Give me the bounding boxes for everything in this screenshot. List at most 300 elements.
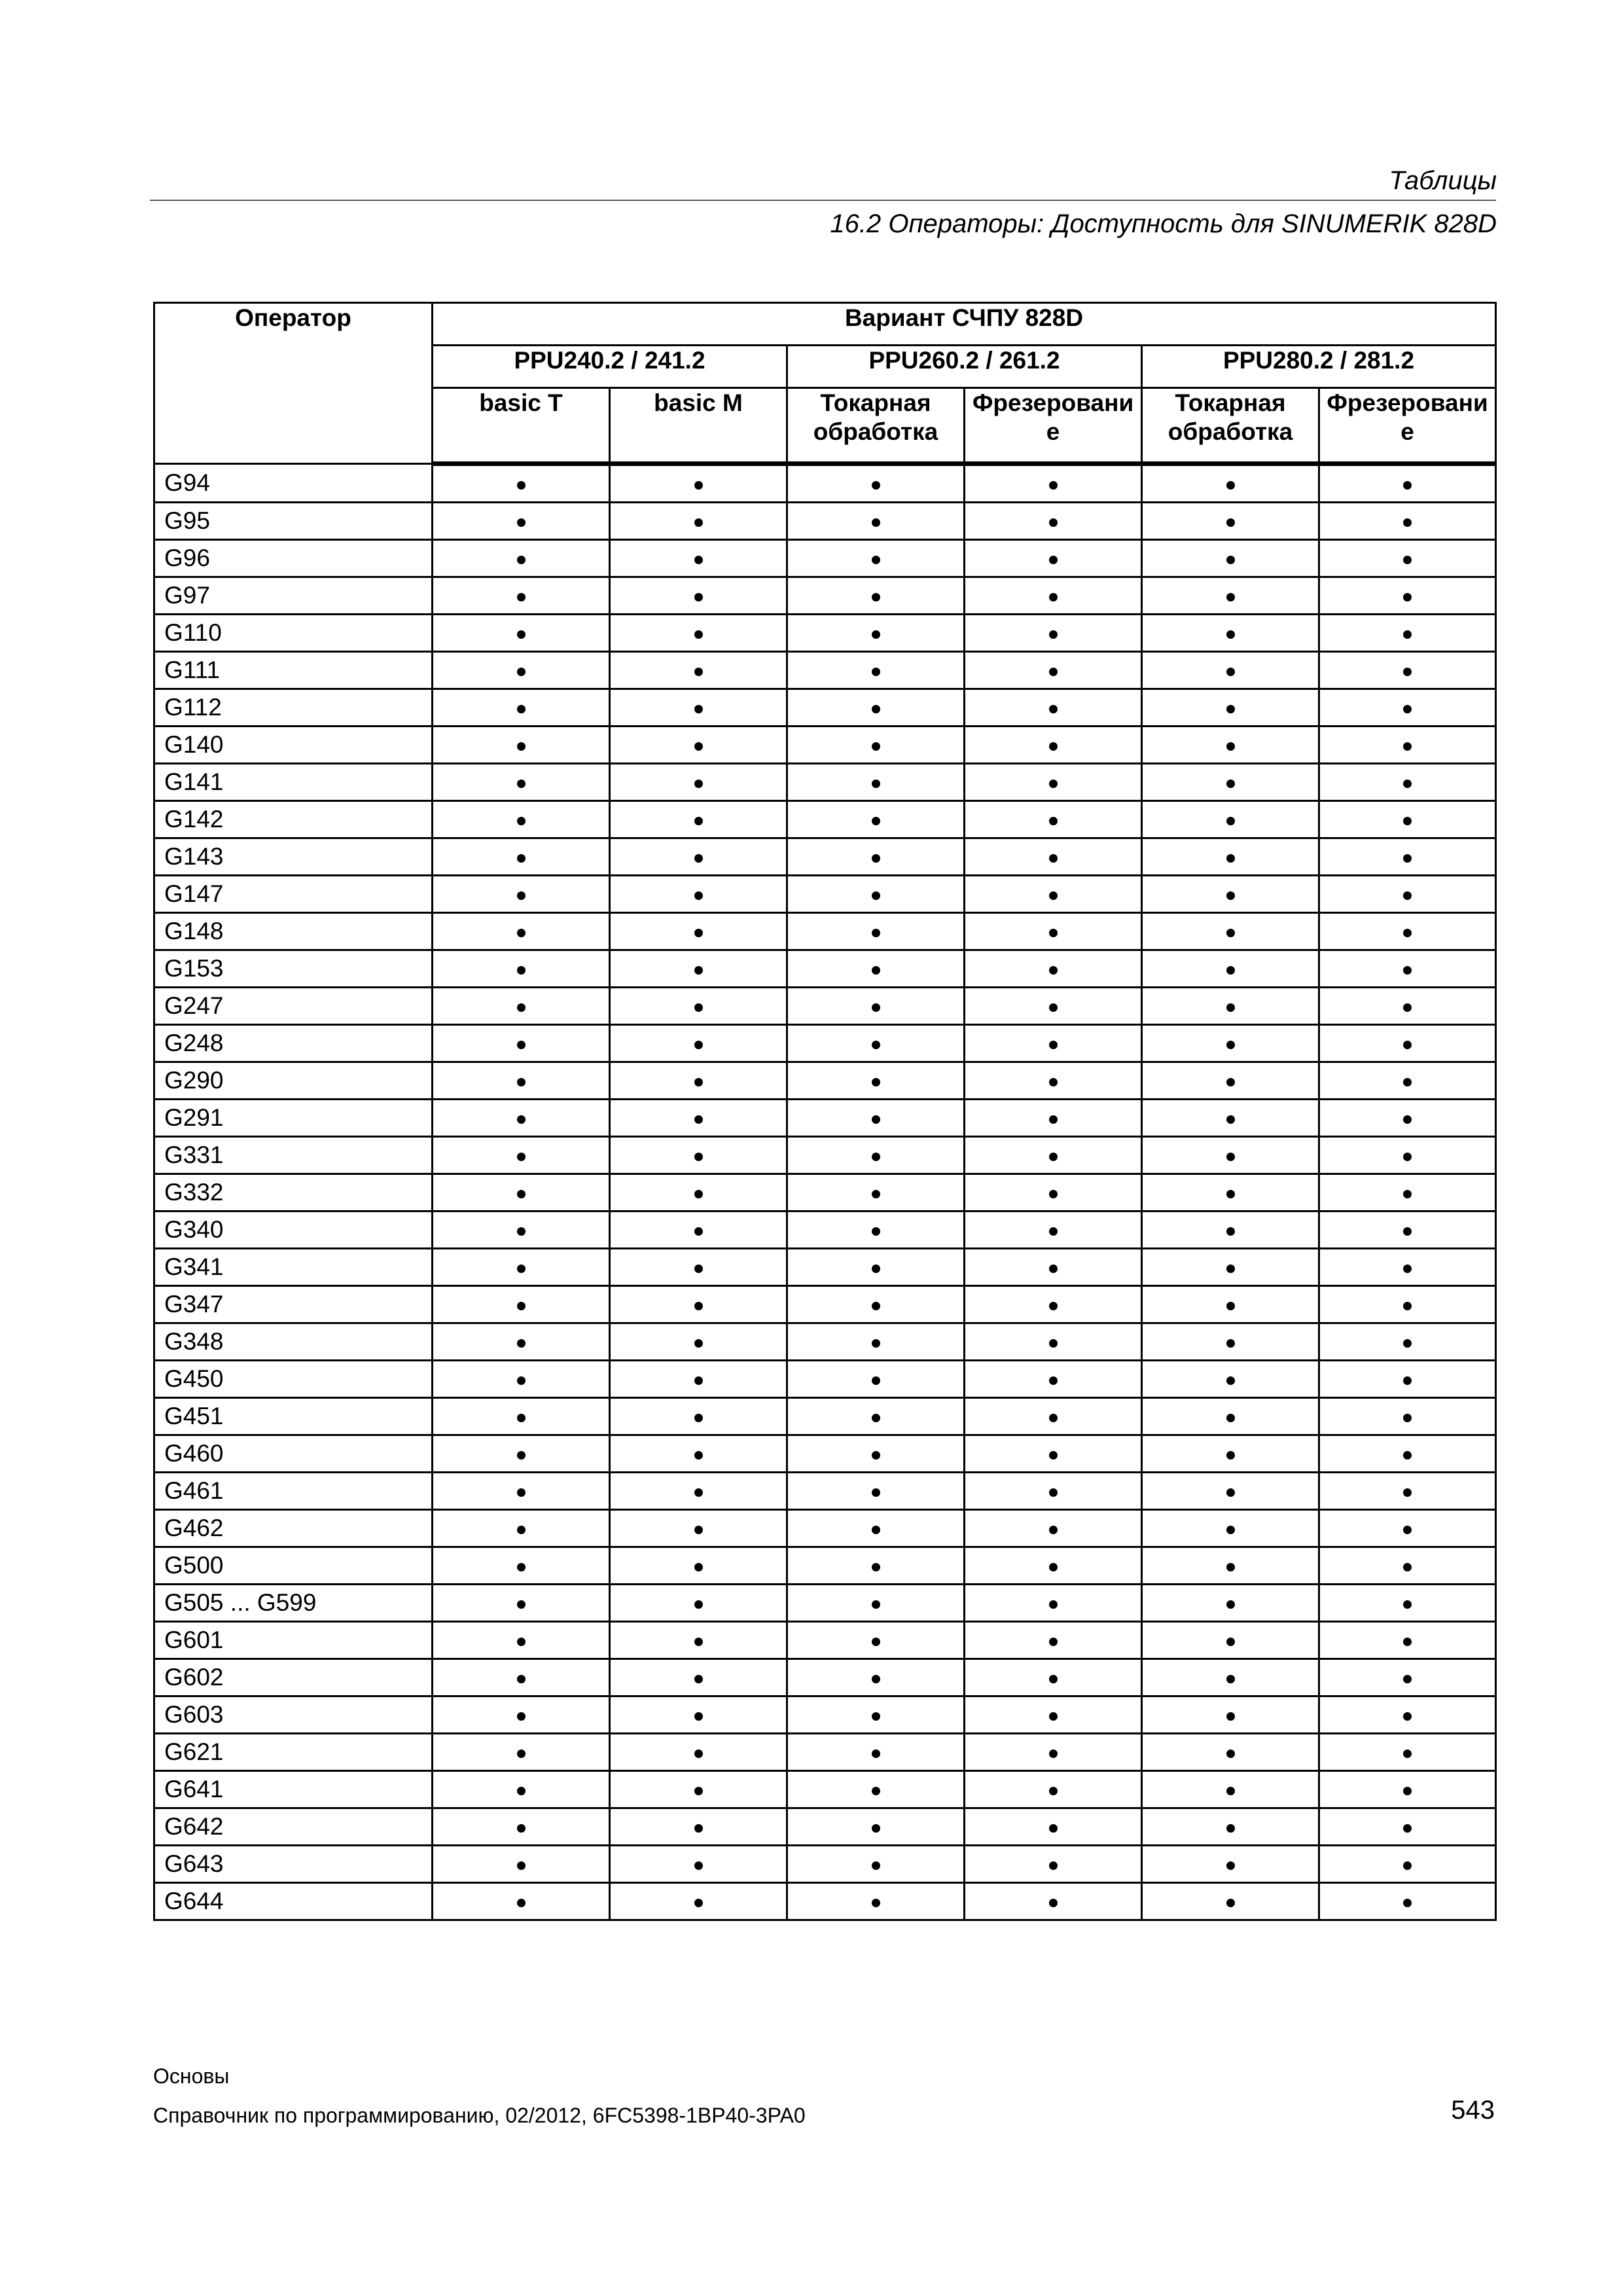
- availability-cell: [1319, 913, 1496, 950]
- availability-cell: [1319, 689, 1496, 726]
- availability-dot-icon: [872, 1899, 880, 1907]
- availability-dot-icon: [1226, 1153, 1235, 1161]
- availability-cell: [1142, 1286, 1319, 1323]
- availability-cell: [433, 615, 610, 652]
- availability-cell: [1319, 1846, 1496, 1883]
- availability-dot-icon: [1049, 1824, 1058, 1833]
- table-row: [154, 1734, 1496, 1771]
- availability-dot-icon: [1049, 891, 1058, 900]
- availability-cell: [1319, 1585, 1496, 1622]
- availability-dot-icon: [1226, 1227, 1235, 1236]
- availability-dot-icon: [1403, 1153, 1412, 1161]
- availability-dot-icon: [694, 1712, 703, 1721]
- availability-cell: [1319, 577, 1496, 615]
- availability-cell: [965, 615, 1142, 652]
- availability-dot-icon: [872, 1078, 880, 1086]
- availability-dot-icon: [694, 1227, 703, 1236]
- availability-cell: [787, 503, 965, 540]
- availability-dot-icon: [872, 1376, 880, 1385]
- availability-dot-icon: [1226, 1675, 1235, 1683]
- availability-cell: [787, 1398, 965, 1435]
- table-row: [154, 1510, 1496, 1547]
- availability-cell: [1142, 1846, 1319, 1883]
- availability-dot-icon: [872, 593, 880, 601]
- availability-dot-icon: [1226, 854, 1235, 863]
- availability-dot-icon: [517, 1712, 526, 1721]
- availability-dot-icon: [1403, 1749, 1412, 1758]
- availability-cell: [433, 1286, 610, 1323]
- operator-cell: G112: [154, 689, 433, 726]
- operator-cell: G148: [154, 913, 433, 950]
- availability-dot-icon: [1049, 1003, 1058, 1012]
- table-row: [154, 1622, 1496, 1659]
- availability-cell: [1142, 1883, 1319, 1920]
- availability-dot-icon: [1226, 1861, 1235, 1870]
- availability-cell: [433, 1846, 610, 1883]
- availability-dot-icon: [1049, 630, 1058, 639]
- availability-cell: [1319, 1211, 1496, 1249]
- availability-cell: [433, 577, 610, 615]
- availability-dot-icon: [517, 705, 526, 713]
- table-row: [154, 1249, 1496, 1286]
- operator-cell: G143: [154, 838, 433, 876]
- availability-cell: [787, 1361, 965, 1398]
- operator-cell: G291: [154, 1100, 433, 1137]
- table-row: [154, 1846, 1496, 1883]
- availability-cell: [787, 1062, 965, 1100]
- availability-dot-icon: [517, 1302, 526, 1310]
- availability-cell: [610, 689, 787, 726]
- availability-cell: [610, 1137, 787, 1174]
- availability-dot-icon: [517, 817, 526, 825]
- operator-cell: G347: [154, 1286, 433, 1323]
- availability-dot-icon: [517, 1115, 526, 1124]
- availability-dot-icon: [1403, 780, 1412, 788]
- availability-cell: [433, 1062, 610, 1100]
- availability-dot-icon: [1049, 1265, 1058, 1273]
- availability-dot-icon: [1403, 1861, 1412, 1870]
- availability-cell: [610, 503, 787, 540]
- availability-cell: [1319, 1622, 1496, 1659]
- availability-cell: [1142, 503, 1319, 540]
- availability-dot-icon: [1226, 1712, 1235, 1721]
- table-row: [154, 652, 1496, 689]
- availability-cell: [1319, 464, 1496, 503]
- availability-cell: [610, 1883, 787, 1920]
- availability-cell: [787, 950, 965, 988]
- availability-cell: [965, 1585, 1142, 1622]
- availability-cell: [787, 689, 965, 726]
- table-row: [154, 1585, 1496, 1622]
- availability-dot-icon: [694, 929, 703, 937]
- availability-dot-icon: [1049, 929, 1058, 937]
- availability-dot-icon: [1403, 1078, 1412, 1086]
- table-row: [154, 577, 1496, 615]
- column-group-ppu280: PPU280.2 / 281.2: [1142, 346, 1496, 388]
- availability-dot-icon: [517, 1563, 526, 1571]
- availability-dot-icon: [1226, 630, 1235, 639]
- availability-dot-icon: [517, 1339, 526, 1348]
- availability-cell: [433, 838, 610, 876]
- table-row: [154, 1435, 1496, 1473]
- availability-cell: [965, 913, 1142, 950]
- availability-dot-icon: [694, 1749, 703, 1758]
- table-row: [154, 1808, 1496, 1846]
- availability-cell: [787, 1174, 965, 1211]
- table-row: [154, 1137, 1496, 1174]
- availability-dot-icon: [694, 1302, 703, 1310]
- availability-cell: [1142, 1510, 1319, 1547]
- availability-cell: [965, 1734, 1142, 1771]
- operator-cell: G460: [154, 1435, 433, 1473]
- availability-cell: [1142, 726, 1319, 764]
- availability-cell: [787, 1883, 965, 1920]
- availability-dot-icon: [517, 780, 526, 788]
- availability-dot-icon: [872, 1712, 880, 1721]
- table-row: [154, 1025, 1496, 1062]
- availability-cell: [433, 1659, 610, 1696]
- availability-dot-icon: [517, 1041, 526, 1049]
- availability-dot-icon: [1403, 1414, 1412, 1422]
- availability-cell: [610, 988, 787, 1025]
- running-header-chapter: Таблицы: [1389, 166, 1497, 195]
- availability-cell: [1142, 1622, 1319, 1659]
- availability-dot-icon: [517, 929, 526, 937]
- table-row: [154, 1398, 1496, 1435]
- availability-dot-icon: [1049, 1526, 1058, 1534]
- availability-cell: [965, 1211, 1142, 1249]
- availability-cell: [1142, 540, 1319, 577]
- availability-cell: [433, 876, 610, 913]
- availability-dot-icon: [1403, 1787, 1412, 1795]
- operator-availability-table: [153, 302, 1497, 1921]
- availability-dot-icon: [872, 929, 880, 937]
- running-header-section: 16.2 Операторы: Доступность для SINUMERIK 828D: [830, 209, 1497, 238]
- availability-cell: [965, 1473, 1142, 1510]
- availability-dot-icon: [1403, 593, 1412, 601]
- availability-cell: [965, 1883, 1142, 1920]
- availability-dot-icon: [1049, 705, 1058, 713]
- availability-cell: [787, 1211, 965, 1249]
- availability-cell: [787, 652, 965, 689]
- table-row: [154, 1286, 1496, 1323]
- availability-cell: [1319, 988, 1496, 1025]
- availability-cell: [1142, 1734, 1319, 1771]
- availability-cell: [433, 801, 610, 838]
- availability-dot-icon: [694, 1526, 703, 1534]
- availability-dot-icon: [694, 1899, 703, 1907]
- availability-dot-icon: [1403, 1003, 1412, 1012]
- availability-cell: [610, 1659, 787, 1696]
- availability-dot-icon: [694, 1190, 703, 1198]
- table-row: [154, 913, 1496, 950]
- table-row: [154, 1473, 1496, 1510]
- availability-cell: [1319, 1062, 1496, 1100]
- availability-dot-icon: [694, 481, 703, 490]
- availability-dot-icon: [1226, 780, 1235, 788]
- availability-dot-icon: [1403, 705, 1412, 713]
- availability-cell: [610, 577, 787, 615]
- column-header-mode: Фрезеровани е: [1319, 388, 1496, 464]
- availability-dot-icon: [1049, 1600, 1058, 1609]
- availability-cell: [965, 1696, 1142, 1734]
- operator-cell: G602: [154, 1659, 433, 1696]
- availability-dot-icon: [517, 966, 526, 975]
- table-row: [154, 503, 1496, 540]
- operator-cell: G451: [154, 1398, 433, 1435]
- availability-cell: [610, 1473, 787, 1510]
- table-row: [154, 950, 1496, 988]
- availability-cell: [1319, 838, 1496, 876]
- availability-dot-icon: [872, 518, 880, 527]
- availability-cell: [787, 1323, 965, 1361]
- availability-dot-icon: [694, 1600, 703, 1609]
- availability-dot-icon: [1226, 668, 1235, 676]
- availability-dot-icon: [517, 1899, 526, 1907]
- availability-dot-icon: [872, 1861, 880, 1870]
- availability-dot-icon: [1226, 1899, 1235, 1907]
- availability-dot-icon: [872, 1115, 880, 1124]
- availability-cell: [1142, 801, 1319, 838]
- availability-cell: [433, 1137, 610, 1174]
- availability-cell: [787, 540, 965, 577]
- footer-book-title: Основы: [153, 2064, 230, 2088]
- availability-cell: [1142, 1100, 1319, 1137]
- availability-cell: [1142, 1659, 1319, 1696]
- availability-cell: [610, 1323, 787, 1361]
- availability-dot-icon: [1403, 668, 1412, 676]
- availability-dot-icon: [517, 1861, 526, 1870]
- availability-dot-icon: [517, 1526, 526, 1534]
- availability-dot-icon: [517, 556, 526, 564]
- availability-cell: [965, 577, 1142, 615]
- table-row: [154, 1361, 1496, 1398]
- availability-cell: [610, 1025, 787, 1062]
- operator-cell: G142: [154, 801, 433, 838]
- availability-dot-icon: [1049, 518, 1058, 527]
- availability-cell: [433, 1696, 610, 1734]
- availability-dot-icon: [694, 1451, 703, 1460]
- operator-cell: G462: [154, 1510, 433, 1547]
- availability-cell: [787, 1137, 965, 1174]
- availability-dot-icon: [872, 1003, 880, 1012]
- operator-cell: G505 ... G599: [154, 1585, 433, 1622]
- availability-dot-icon: [1403, 854, 1412, 863]
- availability-cell: [433, 1211, 610, 1249]
- availability-cell: [965, 838, 1142, 876]
- availability-cell: [610, 540, 787, 577]
- availability-cell: [1142, 1211, 1319, 1249]
- operator-cell: G94: [154, 464, 433, 503]
- availability-cell: [1142, 876, 1319, 913]
- table-row: [154, 1323, 1496, 1361]
- table-row: [154, 689, 1496, 726]
- availability-cell: [1142, 913, 1319, 950]
- availability-cell: [1319, 726, 1496, 764]
- availability-dot-icon: [694, 630, 703, 639]
- availability-cell: [787, 1808, 965, 1846]
- availability-dot-icon: [872, 1414, 880, 1422]
- availability-cell: [965, 988, 1142, 1025]
- availability-cell: [610, 1174, 787, 1211]
- availability-cell: [965, 1361, 1142, 1398]
- availability-dot-icon: [872, 1638, 880, 1646]
- availability-cell: [965, 540, 1142, 577]
- operator-cell: G110: [154, 615, 433, 652]
- availability-cell: [610, 652, 787, 689]
- availability-cell: [610, 801, 787, 838]
- availability-dot-icon: [1049, 1302, 1058, 1310]
- availability-dot-icon: [1403, 929, 1412, 937]
- operator-cell: G140: [154, 726, 433, 764]
- column-header-mode: basic T: [433, 388, 610, 464]
- availability-cell: [433, 1323, 610, 1361]
- availability-dot-icon: [517, 518, 526, 527]
- availability-cell: [610, 1808, 787, 1846]
- availability-dot-icon: [1049, 1451, 1058, 1460]
- availability-dot-icon: [517, 1675, 526, 1683]
- availability-cell: [787, 1547, 965, 1585]
- availability-dot-icon: [694, 1003, 703, 1012]
- availability-dot-icon: [517, 1787, 526, 1795]
- availability-dot-icon: [1226, 1638, 1235, 1646]
- operator-cell: G340: [154, 1211, 433, 1249]
- availability-cell: [1319, 503, 1496, 540]
- availability-cell: [787, 1846, 965, 1883]
- availability-cell: [1319, 1398, 1496, 1435]
- operator-cell: G248: [154, 1025, 433, 1062]
- availability-cell: [1142, 1323, 1319, 1361]
- availability-cell: [1142, 1174, 1319, 1211]
- availability-dot-icon: [694, 1787, 703, 1795]
- availability-cell: [433, 764, 610, 801]
- availability-dot-icon: [1049, 1153, 1058, 1161]
- operator-cell: G450: [154, 1361, 433, 1398]
- availability-cell: [787, 1025, 965, 1062]
- availability-dot-icon: [1403, 1376, 1412, 1385]
- availability-cell: [965, 1025, 1142, 1062]
- availability-dot-icon: [872, 1563, 880, 1571]
- availability-dot-icon: [694, 1861, 703, 1870]
- availability-dot-icon: [872, 556, 880, 564]
- availability-dot-icon: [1226, 1787, 1235, 1795]
- column-header-mode: Токарная обработка: [1142, 388, 1319, 464]
- table-row: [154, 1883, 1496, 1920]
- availability-cell: [1142, 764, 1319, 801]
- availability-dot-icon: [1403, 742, 1412, 751]
- availability-cell: [787, 1622, 965, 1659]
- availability-cell: [1319, 540, 1496, 577]
- availability-cell: [965, 1547, 1142, 1585]
- availability-cell: [1142, 1696, 1319, 1734]
- availability-dot-icon: [694, 1115, 703, 1124]
- availability-dot-icon: [517, 593, 526, 601]
- availability-cell: [965, 1100, 1142, 1137]
- availability-cell: [1319, 1659, 1496, 1696]
- availability-dot-icon: [872, 1265, 880, 1273]
- availability-cell: [1142, 1547, 1319, 1585]
- availability-dot-icon: [694, 556, 703, 564]
- table-row: [154, 988, 1496, 1025]
- availability-dot-icon: [1403, 1638, 1412, 1646]
- availability-dot-icon: [694, 1414, 703, 1422]
- availability-cell: [1142, 652, 1319, 689]
- availability-dot-icon: [1049, 1078, 1058, 1086]
- availability-dot-icon: [872, 1227, 880, 1236]
- availability-cell: [433, 1361, 610, 1398]
- availability-dot-icon: [1226, 1190, 1235, 1198]
- operator-cell: G96: [154, 540, 433, 577]
- availability-cell: [787, 1696, 965, 1734]
- availability-dot-icon: [517, 1600, 526, 1609]
- availability-dot-icon: [1226, 1749, 1235, 1758]
- availability-cell: [787, 1473, 965, 1510]
- availability-cell: [610, 913, 787, 950]
- availability-dot-icon: [517, 854, 526, 863]
- availability-dot-icon: [1403, 1675, 1412, 1683]
- availability-cell: [1142, 1361, 1319, 1398]
- availability-cell: [787, 876, 965, 913]
- operator-cell: G97: [154, 577, 433, 615]
- availability-cell: [1142, 1808, 1319, 1846]
- availability-cell: [610, 1547, 787, 1585]
- availability-cell: [1142, 1249, 1319, 1286]
- availability-dot-icon: [694, 742, 703, 751]
- availability-dot-icon: [1226, 1451, 1235, 1460]
- operator-cell: G141: [154, 764, 433, 801]
- table-row: [154, 1100, 1496, 1137]
- table-row: [154, 764, 1496, 801]
- availability-dot-icon: [694, 1376, 703, 1385]
- operator-cell: G641: [154, 1771, 433, 1808]
- availability-dot-icon: [1403, 1824, 1412, 1833]
- operator-cell: G644: [154, 1883, 433, 1920]
- availability-cell: [610, 1100, 787, 1137]
- availability-cell: [965, 1137, 1142, 1174]
- availability-dot-icon: [872, 705, 880, 713]
- column-group-ppu240: PPU240.2 / 241.2: [433, 346, 787, 388]
- operator-cell: G331: [154, 1137, 433, 1174]
- availability-dot-icon: [694, 1041, 703, 1049]
- table-body: [154, 464, 1496, 1920]
- table-row: [154, 1062, 1496, 1100]
- table-row: [154, 1696, 1496, 1734]
- availability-dot-icon: [1049, 1675, 1058, 1683]
- availability-cell: [1142, 1062, 1319, 1100]
- availability-dot-icon: [872, 668, 880, 676]
- availability-dot-icon: [1226, 481, 1235, 490]
- footer-manual-info: Справочник по программированию, 02/2012, 6FC5398-1BP40-3PA0: [153, 2104, 806, 2127]
- availability-cell: [610, 1062, 787, 1100]
- availability-cell: [787, 988, 965, 1025]
- availability-cell: [1142, 1137, 1319, 1174]
- availability-dot-icon: [694, 817, 703, 825]
- operator-cell: G621: [154, 1734, 433, 1771]
- availability-cell: [1142, 1025, 1319, 1062]
- availability-dot-icon: [1226, 1526, 1235, 1534]
- availability-dot-icon: [694, 1265, 703, 1273]
- availability-dot-icon: [517, 1824, 526, 1833]
- availability-dot-icon: [1226, 891, 1235, 900]
- availability-cell: [433, 913, 610, 950]
- availability-cell: [965, 689, 1142, 726]
- availability-dot-icon: [872, 966, 880, 975]
- availability-dot-icon: [1049, 1899, 1058, 1907]
- availability-cell: [433, 1398, 610, 1435]
- availability-dot-icon: [1226, 817, 1235, 825]
- availability-cell: [965, 1062, 1142, 1100]
- availability-cell: [1319, 615, 1496, 652]
